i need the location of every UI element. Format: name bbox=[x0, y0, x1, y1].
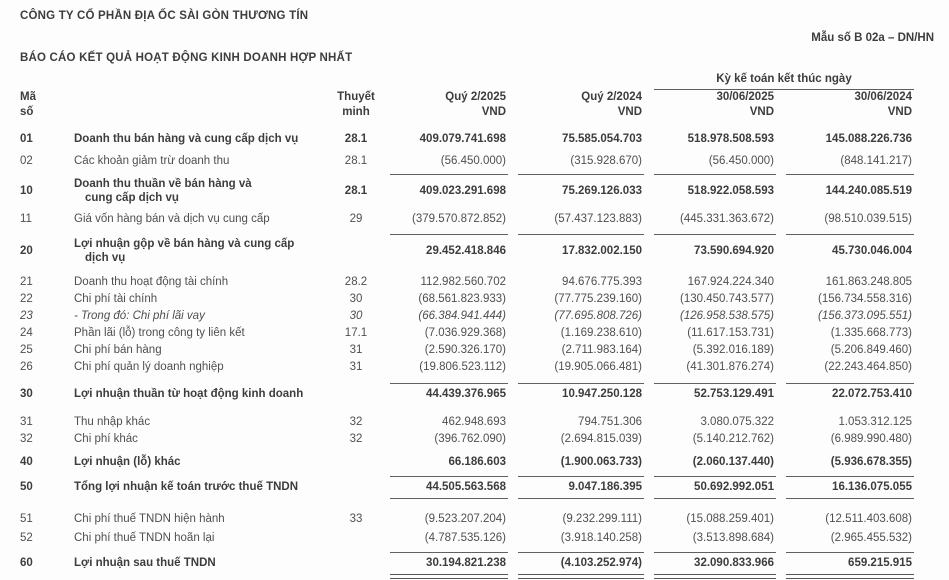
table-row-21 bbox=[20, 274, 934, 290]
rule-segment bbox=[518, 476, 644, 477]
row-value: 3.080.075.322 bbox=[700, 415, 774, 428]
table-row-24 bbox=[20, 325, 934, 341]
row-value: 518.922.058.593 bbox=[687, 184, 774, 197]
row-note: 32 bbox=[349, 415, 363, 428]
row-value: (130.450.743.577) bbox=[680, 292, 774, 305]
row-value: (77.695.808.726) bbox=[554, 309, 642, 322]
row-value: (19.806.523.112) bbox=[419, 360, 506, 373]
row-label bbox=[74, 556, 322, 570]
row-code: 23 bbox=[20, 309, 33, 322]
rule-segment bbox=[390, 174, 508, 175]
row-value: 161.863.248.805 bbox=[825, 275, 912, 288]
row-value: (15.088.259.401) bbox=[686, 512, 774, 525]
row-value: 409.079.741.698 bbox=[419, 132, 506, 145]
row-value: 44.439.376.965 bbox=[426, 387, 506, 400]
row-value: (19.905.066.481) bbox=[554, 360, 642, 373]
row-label-line1: Lợi nhuận thuần từ hoạt động kinh doanh bbox=[74, 388, 304, 400]
row-code: 24 bbox=[20, 326, 33, 339]
row-value: 167.924.224.340 bbox=[687, 275, 774, 288]
row-code: 02 bbox=[20, 154, 33, 167]
row-code: 52 bbox=[20, 531, 33, 544]
table-row-22 bbox=[20, 291, 934, 307]
table-row-40 bbox=[20, 454, 934, 470]
row-value: 29.452.418.846 bbox=[426, 244, 506, 257]
rule-segment bbox=[518, 574, 644, 579]
row-label bbox=[74, 154, 322, 168]
row-label-line1: Tổng lợi nhuận kế toán trước thuế TNDN bbox=[74, 481, 299, 493]
row-value: (1.335.668.773) bbox=[830, 326, 912, 339]
header-row-titles bbox=[20, 90, 934, 105]
row-label bbox=[74, 455, 322, 469]
unit-label: VND bbox=[887, 106, 912, 118]
row-code: 32 bbox=[20, 432, 33, 445]
row-value: (5.206.849.460) bbox=[830, 343, 912, 356]
rule-segment bbox=[518, 383, 644, 384]
row-label bbox=[74, 292, 322, 306]
row-label bbox=[74, 387, 322, 401]
row-value: 30.194.821.238 bbox=[426, 556, 506, 569]
row-value: 75.585.054.703 bbox=[562, 132, 642, 145]
row-value: (445.331.363.672) bbox=[680, 212, 774, 225]
unit-label: VND bbox=[481, 106, 506, 118]
row-value: (3.513.898.684) bbox=[692, 531, 774, 544]
row-value: 45.730.046.004 bbox=[832, 244, 912, 257]
row-note: 33 bbox=[349, 512, 363, 525]
row-code: 30 bbox=[20, 387, 33, 400]
row-value: (315.928.670) bbox=[570, 154, 642, 167]
row-value: (98.510.039.515) bbox=[824, 212, 912, 225]
row-label-line2: cung cấp dịch vụ bbox=[85, 192, 179, 204]
row-value: 16.136.075.055 bbox=[832, 480, 912, 493]
row-label bbox=[74, 415, 322, 429]
rule-segment bbox=[390, 498, 508, 499]
row-label bbox=[74, 132, 322, 146]
row-label bbox=[74, 531, 322, 545]
row-label-line1: Chi phí khác bbox=[74, 433, 138, 445]
subtotal-rule bbox=[20, 174, 934, 175]
row-label bbox=[74, 512, 322, 526]
table-row-26 bbox=[20, 359, 934, 375]
subtotal-rule bbox=[20, 476, 934, 477]
row-value: (848.141.217) bbox=[840, 154, 912, 167]
rule-segment bbox=[518, 552, 644, 553]
row-code: 01 bbox=[20, 132, 33, 145]
row-value: 44.505.563.568 bbox=[426, 480, 506, 493]
table-row-20 bbox=[20, 237, 934, 265]
table-row-10 bbox=[20, 177, 934, 205]
row-note: 28.2 bbox=[344, 275, 368, 288]
row-note: 32 bbox=[349, 432, 363, 445]
row-label bbox=[74, 237, 322, 265]
row-label bbox=[74, 432, 322, 446]
rule-segment bbox=[654, 174, 776, 175]
table-row-01 bbox=[20, 131, 934, 147]
rule-segment bbox=[786, 552, 914, 553]
row-value: (5.392.016.189) bbox=[692, 343, 774, 356]
row-value: (396.762.090) bbox=[434, 432, 506, 445]
code-header-line1: Mã bbox=[20, 91, 36, 103]
row-value: (2.060.137.440) bbox=[692, 455, 774, 468]
table-row-52 bbox=[20, 530, 934, 546]
rule-segment bbox=[518, 234, 644, 235]
subtotal-rule bbox=[20, 552, 934, 553]
table-row-51 bbox=[20, 511, 934, 527]
row-label-line1: Giá vốn hàng bán và dịch vụ cung cấp bbox=[74, 213, 270, 225]
period-group-header: Kỳ kế toán kết thúc ngày bbox=[654, 72, 914, 90]
row-value: (126.958.538.575) bbox=[680, 309, 774, 322]
row-value: 17.832.002.150 bbox=[562, 244, 642, 257]
row-value: (66.384.941.444) bbox=[418, 309, 506, 322]
row-note: 17.1 bbox=[344, 326, 368, 339]
row-code: 25 bbox=[20, 343, 33, 356]
row-value: 75.269.126.033 bbox=[562, 184, 642, 197]
row-value: (2.590.326.170) bbox=[424, 343, 506, 356]
table-row-50 bbox=[20, 479, 934, 495]
col-header-q2-2024: Quý 2/2024 bbox=[581, 91, 642, 103]
header-row-units bbox=[20, 105, 934, 120]
row-label-line1: Chi phí quản lý doanh nghiệp bbox=[74, 361, 224, 373]
row-label bbox=[74, 343, 322, 357]
row-code: 31 bbox=[20, 415, 33, 428]
row-label-line1: Chi phí thuế TNDN hiện hành bbox=[74, 513, 225, 525]
rule-segment bbox=[654, 552, 776, 553]
rule-segment bbox=[654, 498, 776, 499]
col-header-30-06-2025: 30/06/2025 bbox=[716, 91, 774, 103]
row-note: 28.1 bbox=[344, 154, 368, 167]
table-body bbox=[20, 131, 934, 579]
rule-segment bbox=[786, 498, 914, 499]
row-value: (22.243.464.850) bbox=[824, 360, 912, 373]
row-label-line1: Thu nhập khác bbox=[74, 416, 151, 428]
row-value: (7.036.929.368) bbox=[424, 326, 506, 339]
row-code: 50 bbox=[20, 480, 33, 493]
row-value: 73.590.694.920 bbox=[694, 244, 774, 257]
row-label-line1: Doanh thu thuần về bán hàng và bbox=[74, 178, 252, 190]
row-value: 52.753.129.491 bbox=[694, 387, 774, 400]
row-value: (379.570.872.852) bbox=[412, 212, 506, 225]
rule-segment bbox=[786, 174, 914, 175]
row-value: (2.965.455.532) bbox=[830, 531, 912, 544]
row-code: 21 bbox=[20, 275, 33, 288]
row-label bbox=[74, 309, 322, 323]
note-header-line2: minh bbox=[342, 106, 370, 118]
row-label bbox=[74, 212, 322, 226]
row-value: 10.947.250.128 bbox=[562, 387, 642, 400]
note-header-line1: Thuyết bbox=[337, 91, 375, 103]
rule-segment bbox=[786, 574, 914, 579]
row-label-line1: Doanh thu hoạt động tài chính bbox=[74, 276, 229, 288]
row-value: (1.169.238.610) bbox=[560, 326, 642, 339]
col-header-30-06-2024: 30/06/2024 bbox=[854, 91, 912, 103]
table-row-02 bbox=[20, 153, 934, 169]
row-code: 26 bbox=[20, 360, 33, 373]
row-label-line1: Lợi nhuận gộp về bán hàng và cung cấp bbox=[74, 238, 295, 250]
row-value: 409.023.291.698 bbox=[419, 184, 506, 197]
row-value: (5.140.212.762) bbox=[692, 432, 774, 445]
rule-segment bbox=[390, 574, 508, 579]
row-label-line1: Lợi nhuận (lỗ) khác bbox=[74, 456, 181, 468]
row-value: (56.450.000) bbox=[440, 154, 506, 167]
row-value: (3.918.140.258) bbox=[560, 531, 642, 544]
row-value: (77.775.239.160) bbox=[554, 292, 642, 305]
row-value: 66.186.603 bbox=[448, 455, 506, 468]
table-row-32 bbox=[20, 431, 934, 447]
subtotal-rule bbox=[20, 383, 934, 384]
row-code: 11 bbox=[20, 212, 32, 225]
row-note: 30 bbox=[349, 309, 363, 322]
report-title: BÁO CÁO KẾT QUẢ HOẠT ĐỘNG KINH DOANH HỢP NHẤT bbox=[20, 52, 353, 64]
row-value: (2.711.983.164) bbox=[561, 343, 642, 356]
row-note: 28.1 bbox=[344, 132, 368, 145]
row-code: 60 bbox=[20, 556, 33, 569]
row-value: (156.373.095.551) bbox=[818, 309, 912, 322]
row-value: 659.215.915 bbox=[848, 556, 912, 569]
table-row-60 bbox=[20, 555, 934, 571]
row-label bbox=[74, 275, 322, 289]
row-note: 28.1 bbox=[344, 184, 368, 197]
company-name: CÔNG TY CỔ PHẦN ĐỊA ỐC SÀI GÒN THƯƠNG TÍN bbox=[20, 10, 309, 22]
rule-segment bbox=[654, 383, 776, 384]
col-header-q2-2025: Quý 2/2025 bbox=[445, 91, 506, 103]
row-value: (41.301.876.274) bbox=[686, 360, 774, 373]
grand-total-rule bbox=[20, 574, 934, 579]
row-value: (156.734.558.316) bbox=[818, 292, 912, 305]
row-code: 51 bbox=[20, 512, 33, 525]
row-label-line1: Phần lãi (lỗ) trong công ty liên kết bbox=[74, 327, 245, 339]
rule-segment bbox=[518, 174, 644, 175]
row-label bbox=[74, 360, 322, 374]
row-value: 794.751.306 bbox=[578, 415, 642, 428]
rule-segment bbox=[654, 574, 776, 579]
table-row-31 bbox=[20, 414, 934, 430]
rule-segment bbox=[654, 476, 776, 477]
row-label bbox=[74, 326, 322, 340]
form-number: Mẫu số B 02a – DN/HN bbox=[811, 32, 934, 44]
row-note: 29 bbox=[349, 212, 363, 225]
rule-segment bbox=[786, 383, 914, 384]
row-value: 94.676.775.393 bbox=[562, 275, 642, 288]
table-row-25 bbox=[20, 342, 934, 358]
row-value: (1.900.063.733) bbox=[560, 455, 642, 468]
rule-segment bbox=[786, 234, 914, 235]
row-value: 1.053.312.125 bbox=[838, 415, 912, 428]
row-code: 10 bbox=[20, 184, 33, 197]
row-code: 22 bbox=[20, 292, 33, 305]
row-note: 31 bbox=[349, 343, 363, 356]
period-group-row bbox=[20, 72, 934, 90]
row-value: 144.240.085.519 bbox=[825, 184, 912, 197]
row-value: (9.523.207.204) bbox=[424, 512, 506, 525]
row-value: (12.511.403.608) bbox=[825, 512, 912, 525]
table-header bbox=[20, 72, 934, 120]
row-value: (4.787.535.126) bbox=[424, 531, 506, 544]
table-row-30 bbox=[20, 386, 934, 402]
row-label bbox=[74, 177, 322, 205]
row-label-line1: Chi phí bán hàng bbox=[74, 344, 162, 356]
row-value: (57.437.123.883) bbox=[554, 212, 642, 225]
row-note: 30 bbox=[349, 292, 363, 305]
rule-segment bbox=[390, 383, 508, 384]
row-value: (4.103.252.974) bbox=[560, 556, 642, 569]
row-label-line1: Doanh thu bán hàng và cung cấp dịch vụ bbox=[74, 133, 299, 145]
row-value: (11.617.153.731) bbox=[687, 326, 774, 339]
row-label-line1: Chi phí tài chính bbox=[74, 293, 158, 305]
row-value: 9.047.186.395 bbox=[568, 480, 642, 493]
row-label bbox=[74, 480, 322, 494]
row-label-line2: dịch vụ bbox=[85, 252, 126, 264]
row-value: 22.072.753.410 bbox=[832, 387, 912, 400]
row-value: (9.232.299.111) bbox=[562, 512, 642, 525]
rule-segment bbox=[786, 476, 914, 477]
rule-segment bbox=[390, 552, 508, 553]
unit-label: VND bbox=[617, 106, 642, 118]
row-value: (6.989.990.480) bbox=[830, 432, 912, 445]
subtotal-rule bbox=[20, 498, 934, 499]
row-value: 145.088.226.736 bbox=[825, 132, 912, 145]
rule-segment bbox=[654, 234, 776, 235]
row-label-line1: Các khoản giảm trừ doanh thu bbox=[74, 155, 230, 167]
row-value: (56.450.000) bbox=[708, 154, 774, 167]
rule-segment bbox=[390, 234, 508, 235]
row-code: 40 bbox=[20, 455, 33, 468]
row-value: 462.948.693 bbox=[442, 415, 506, 428]
row-value: 50.692.992.051 bbox=[694, 480, 774, 493]
row-value: 518.978.508.593 bbox=[687, 132, 774, 145]
row-value: 112.982.560.702 bbox=[420, 275, 506, 288]
row-value: 32.090.833.966 bbox=[694, 556, 774, 569]
row-code: 20 bbox=[20, 244, 33, 257]
row-value: (2.694.815.039) bbox=[560, 432, 642, 445]
code-header-line2: số bbox=[20, 106, 34, 118]
table-row-11 bbox=[20, 211, 934, 227]
row-value: (68.561.823.933) bbox=[418, 292, 506, 305]
row-note: 31 bbox=[349, 360, 363, 373]
table-row-23 bbox=[20, 308, 934, 324]
row-label-line1: Lợi nhuận sau thuế TNDN bbox=[74, 557, 216, 569]
unit-label: VND bbox=[749, 106, 774, 118]
row-value: (5.936.678.355) bbox=[830, 455, 912, 468]
row-label-line1: - Trong đó: Chi phí lãi vay bbox=[74, 310, 205, 322]
rule-segment bbox=[518, 498, 644, 499]
row-label-line1: Chi phí thuế TNDN hoãn lại bbox=[74, 532, 215, 544]
subtotal-rule bbox=[20, 234, 934, 235]
rule-segment bbox=[390, 476, 508, 477]
